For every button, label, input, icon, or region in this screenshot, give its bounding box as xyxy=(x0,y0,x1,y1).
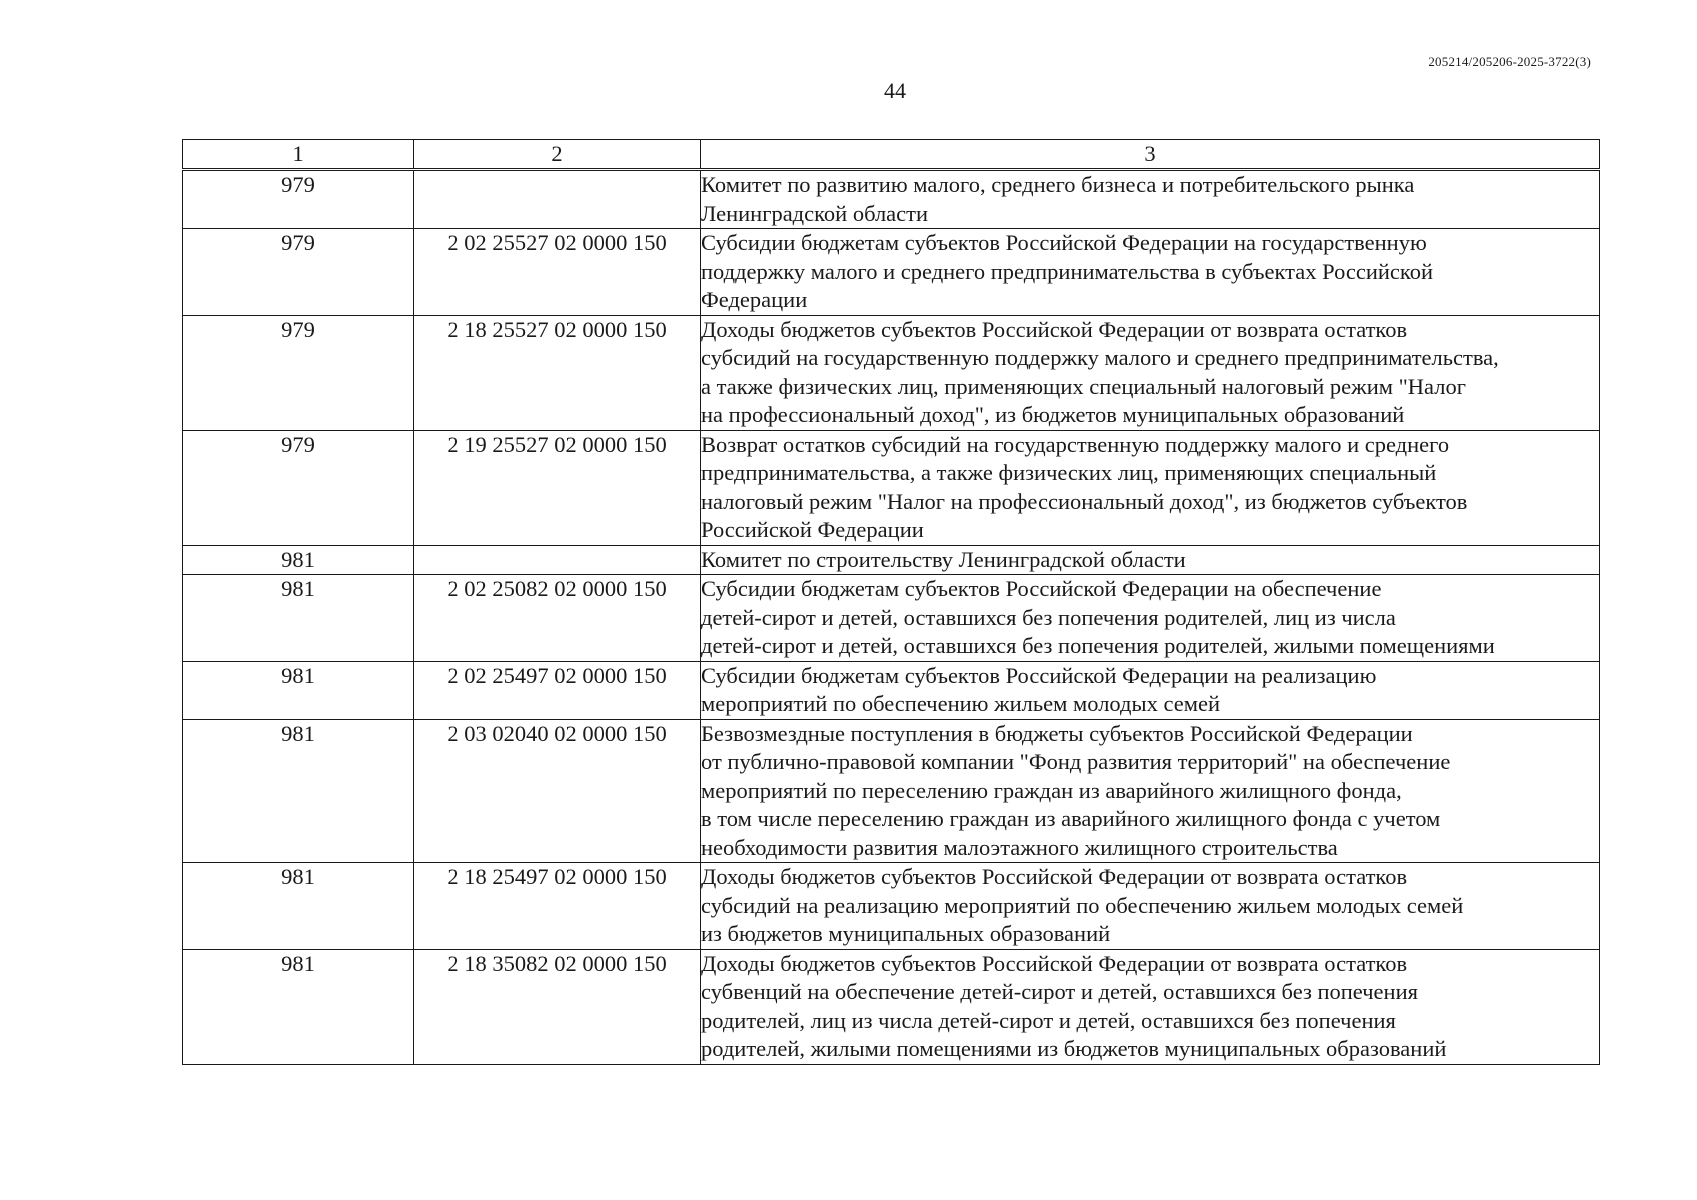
table-row xyxy=(183,863,1600,950)
description-cell xyxy=(701,430,1600,545)
income-code-cell: 2 18 25497 02 0000 150 xyxy=(414,863,701,950)
description-line: субвенций на обеспечение детей-сирот и детей, оставшихся без попечения xyxy=(701,979,1418,1004)
description-cell xyxy=(701,545,1600,575)
description-line: Субсидии бюджетам субъектов Российской Федерации на реализацию xyxy=(701,662,1377,688)
description-line: Доходы бюджетов субъектов Российской Федерации от возврата остатков xyxy=(701,864,1408,889)
description-line: в том числе переселению граждан из аварийного жилищного фонда с учетом xyxy=(701,806,1441,831)
table-row xyxy=(183,949,1600,1064)
income-code-cell: 2 02 25082 02 0000 150 xyxy=(414,575,701,662)
table-body xyxy=(183,170,1600,1065)
document-id: 205214/205206-2025-3722(3) xyxy=(1428,54,1591,69)
admin-code-cell: 981 xyxy=(183,575,414,662)
description-line: мероприятий по обеспечению жильем молодых семей xyxy=(701,691,1220,716)
table-row xyxy=(183,315,1600,430)
description-line: налоговый режим "Налог на профессиональный доход", из бюджетов субъектов xyxy=(701,488,1468,514)
description-line: из бюджетов муниципальных образований xyxy=(701,921,1111,946)
table-row xyxy=(183,170,1600,229)
description-line: а также физических лиц, применяющих специальный налоговый режим "Налог xyxy=(701,373,1466,399)
table-row xyxy=(183,661,1600,719)
description-cell xyxy=(701,661,1600,719)
column-header-1: 1 xyxy=(183,140,414,170)
description-line: детей-сирот и детей, оставшихся без попечения родителей, лиц из числа xyxy=(701,604,1396,630)
income-code-cell: 2 03 02040 02 0000 150 xyxy=(414,719,701,863)
description-line: предпринимательства, а также физических лиц, применяющих специальный xyxy=(701,460,1437,485)
table-row xyxy=(183,575,1600,662)
description-line: Ленинградской области xyxy=(701,200,929,226)
income-code-cell: 2 18 25527 02 0000 150 xyxy=(414,315,701,430)
income-code-cell: 2 19 25527 02 0000 150 xyxy=(414,430,701,545)
description-cell xyxy=(701,170,1600,229)
description-cell xyxy=(701,863,1600,950)
description-line: родителей, лиц из числа детей-сирот и детей, оставшихся без попечения xyxy=(701,1007,1396,1033)
table-row xyxy=(183,229,1600,316)
description-cell xyxy=(701,575,1600,662)
description-cell xyxy=(701,949,1600,1064)
description-line: поддержку малого и среднего предпринимательства в субъектах Российской xyxy=(701,258,1433,284)
admin-code-cell: 981 xyxy=(183,719,414,863)
description-line: субсидий на государственную поддержку малого и среднего предпринимательства, xyxy=(701,345,1499,370)
column-header-3: 3 xyxy=(701,140,1600,170)
admin-code-cell: 981 xyxy=(183,545,414,575)
income-code-cell xyxy=(414,545,701,575)
column-header-2: 2 xyxy=(414,140,701,170)
admin-code-cell: 979 xyxy=(183,170,414,229)
description-line: Субсидии бюджетам субъектов Российской Федерации на государственную xyxy=(701,230,1427,255)
admin-code-cell: 981 xyxy=(183,661,414,719)
income-code-cell xyxy=(414,170,701,229)
admin-code-cell: 979 xyxy=(183,229,414,316)
income-code-cell: 2 18 35082 02 0000 150 xyxy=(414,949,701,1064)
table-row xyxy=(183,430,1600,545)
description-line: Доходы бюджетов субъектов Российской Федерации от возврата остатков xyxy=(701,950,1408,976)
description-cell xyxy=(701,315,1600,430)
admin-code-cell: 979 xyxy=(183,315,414,430)
description-line: необходимости развития малоэтажного жилищного строительства xyxy=(701,834,1338,860)
description-line: родителей, жилыми помещениями из бюджетов муниципальных образований xyxy=(701,1036,1447,1061)
description-line: Федерации xyxy=(701,287,808,312)
description-line: Российской Федерации xyxy=(701,517,924,542)
description-line: Доходы бюджетов субъектов Российской Федерации от возврата остатков xyxy=(701,316,1408,342)
admin-code-cell: 981 xyxy=(183,949,414,1064)
description-cell xyxy=(701,719,1600,863)
description-line: Возврат остатков субсидий на государственную поддержку малого и среднего xyxy=(701,431,1450,457)
description-cell xyxy=(701,229,1600,316)
admin-code-cell: 979 xyxy=(183,430,414,545)
description-line: Комитет по строительству Ленинградской области xyxy=(701,546,1186,572)
description-line: мероприятий по переселению граждан из аварийного жилищного фонда, xyxy=(701,777,1402,803)
table-row xyxy=(183,545,1600,575)
description-line: Субсидии бюджетам субъектов Российской Федерации на обеспечение xyxy=(701,576,1382,601)
description-line: Комитет по развитию малого, среднего бизнеса и потребительского рынка xyxy=(701,172,1415,197)
description-line: Безвозмездные поступления в бюджеты субъектов Российской Федерации xyxy=(701,720,1413,746)
description-line: детей-сирот и детей, оставшихся без попечения родителей, жилыми помещениями xyxy=(701,633,1495,658)
table-header-row xyxy=(183,140,1600,170)
income-code-cell: 2 02 25497 02 0000 150 xyxy=(414,661,701,719)
admin-code-cell: 981 xyxy=(183,863,414,950)
table-row xyxy=(183,719,1600,863)
budget-classification-table xyxy=(182,139,1600,1065)
page-number: 44 xyxy=(884,78,906,103)
income-code-cell: 2 02 25527 02 0000 150 xyxy=(414,229,701,316)
description-line: субсидий на реализацию мероприятий по обеспечению жильем молодых семей xyxy=(701,892,1464,918)
description-line: от публично-правовой компании "Фонд развития территорий" на обеспечение xyxy=(701,749,1451,774)
description-line: на профессиональный доход", из бюджетов муниципальных образований xyxy=(701,402,1405,427)
